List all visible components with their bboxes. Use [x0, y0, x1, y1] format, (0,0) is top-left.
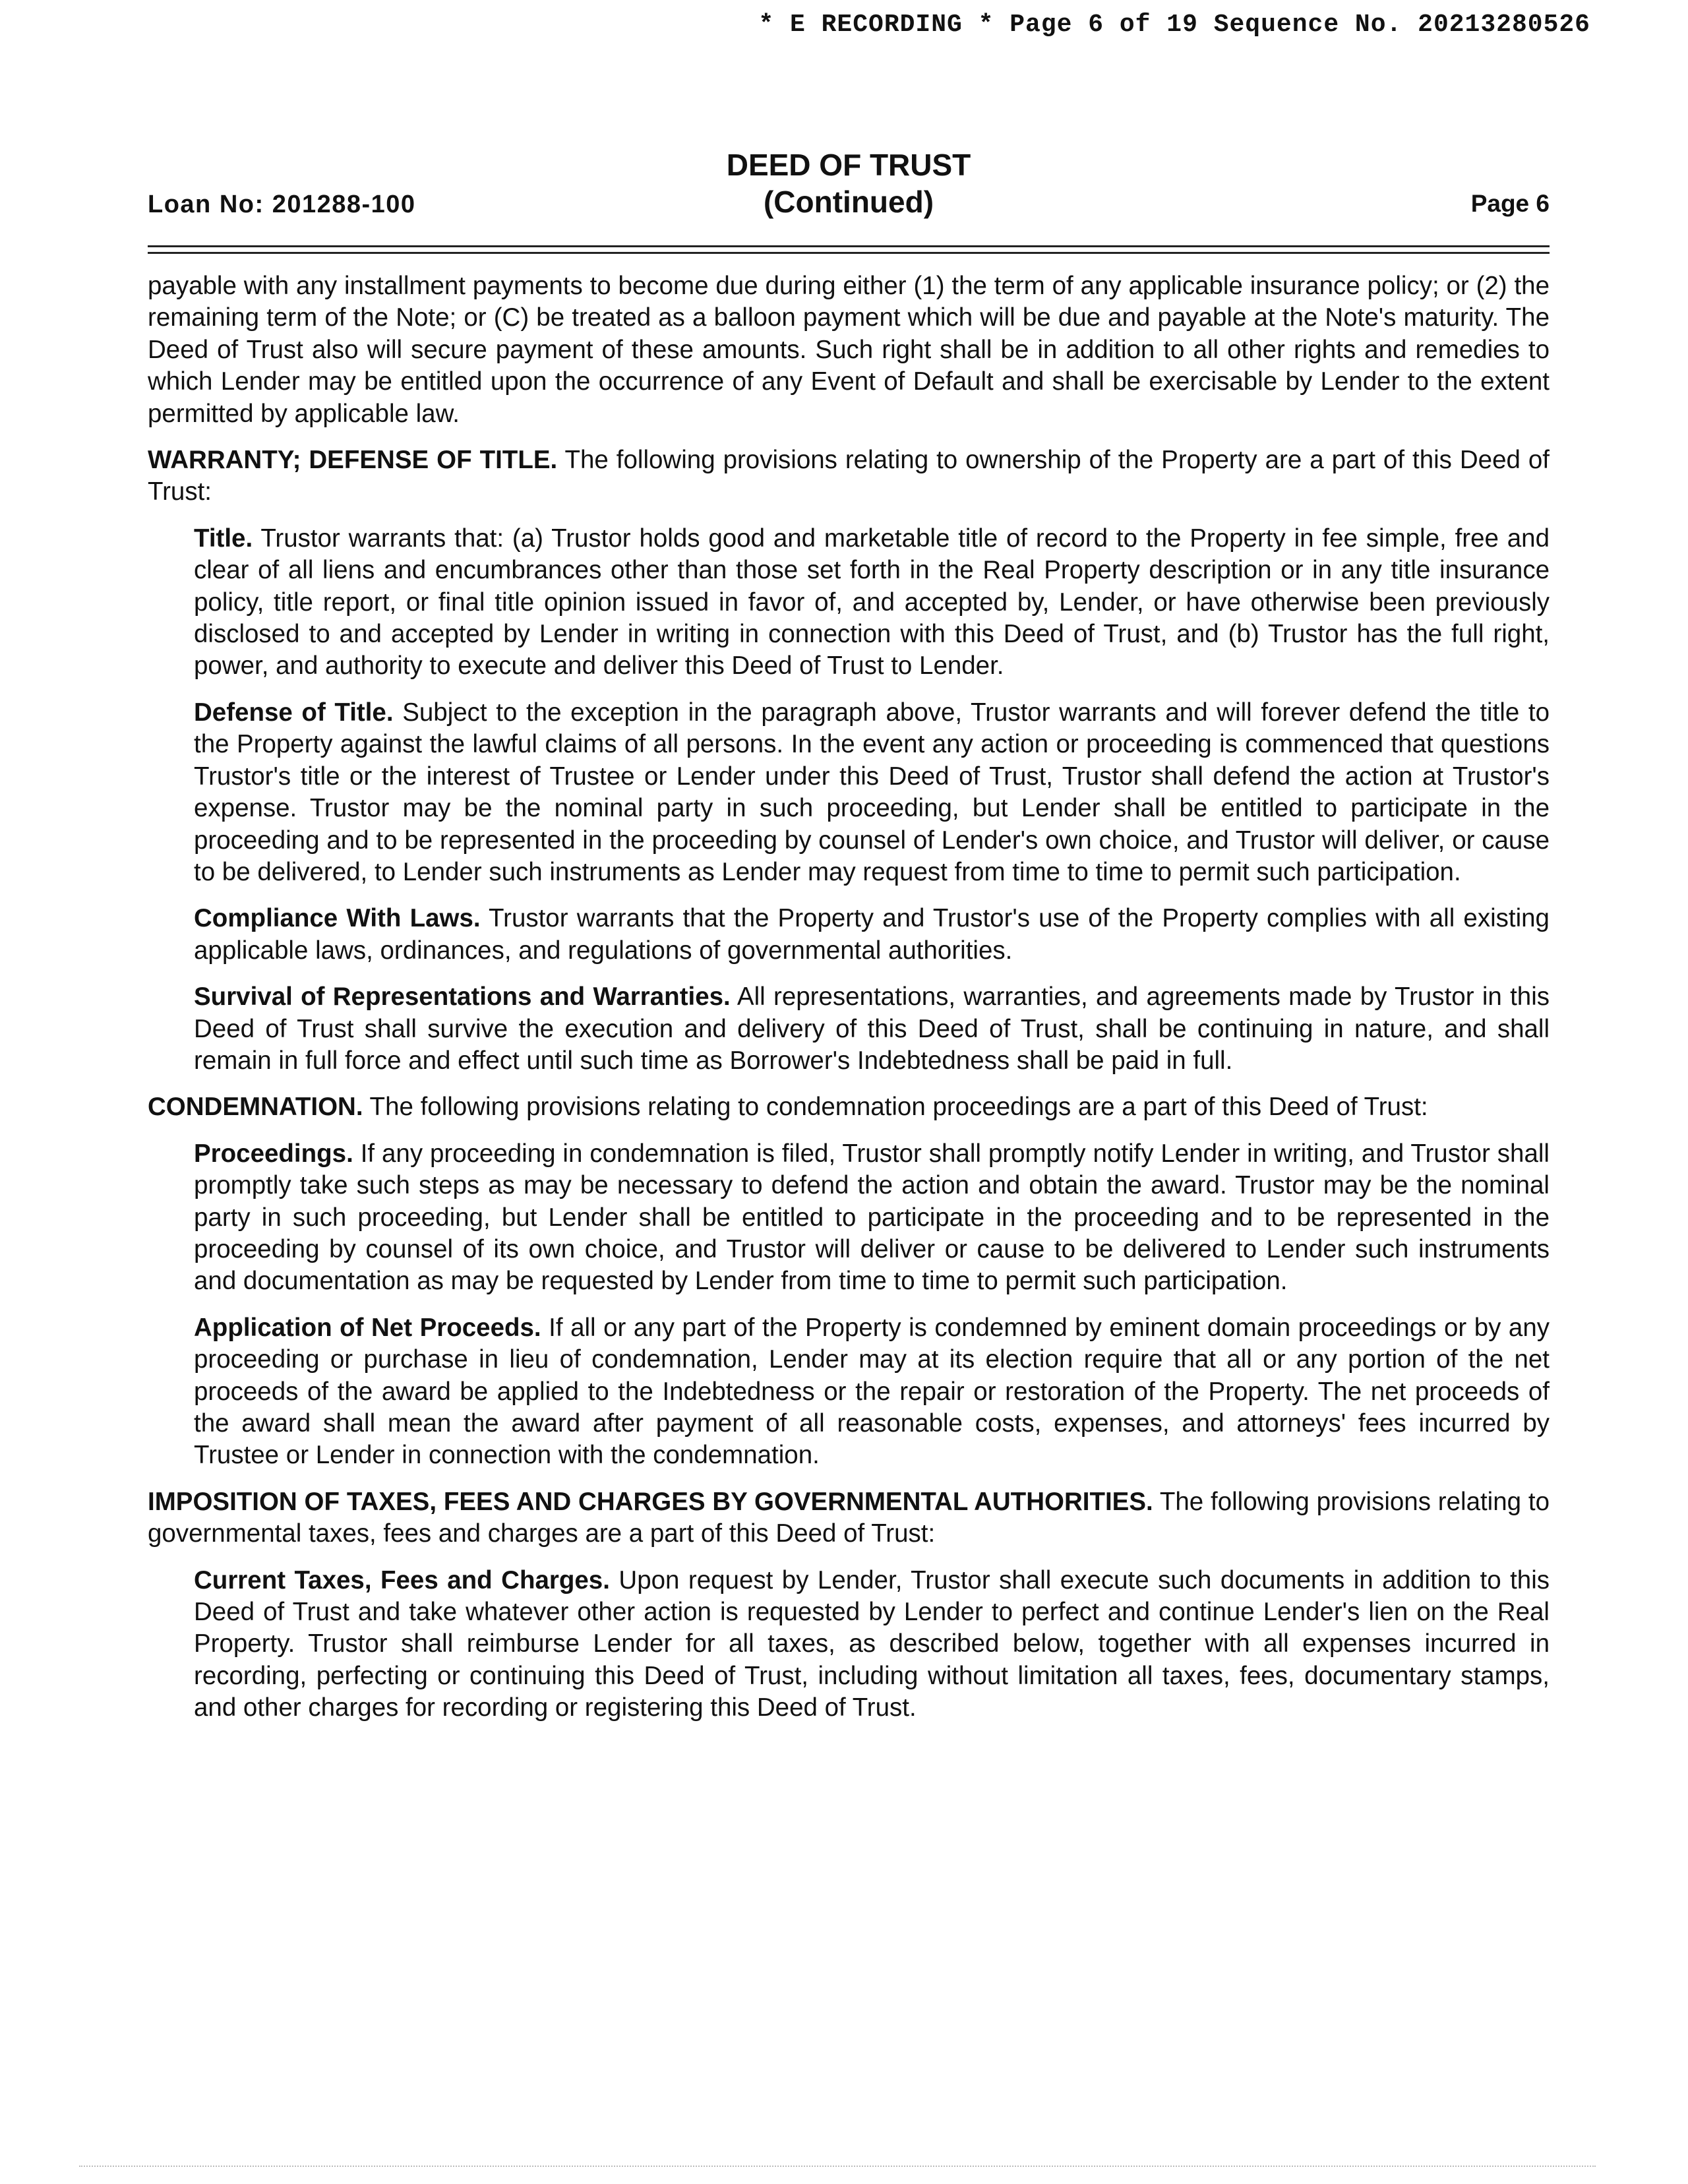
subsection-heading: Current Taxes, Fees and Charges. — [194, 1565, 610, 1594]
subsection-text: If any proceeding in condemnation is filed, Trustor shall promptly notify Lender in writing, and Trustor shall promptly take such steps as may be necessary to defend the action and obtain the award. Trustor may be the nominal party in such proceeding, but Lender shall be entitled to participate in the proceeding and to be represented in the proceeding by counsel of its own choice, and Trustor will deliver or cause to be delivered to Lender such instruments and documentation as may be requested by Lender from time to time to permit such participation. — [194, 1139, 1550, 1296]
section-taxes — [148, 1486, 1550, 1550]
subsection-text: Trustor warrants that: (a) Trustor holds good and marketable title of record to the Property in fee simple, free and clear of all liens and encumbrances other than those set forth in the Real Property description or in any title insurance policy, title report, or final title opinion issued in favor of, and accepted by, Lender, or have otherwise been previously disclosed to and accepted by Lender in writing in connection with this Deed of Trust, and (b) Trustor has the full right, power, and authority to execute and deliver this Deed of Trust to Lender. — [194, 524, 1550, 681]
header-rule-bottom — [148, 252, 1550, 254]
section-heading: CONDEMNATION. — [148, 1093, 363, 1122]
section-heading: IMPOSITION OF TAXES, FEES AND CHARGES BY GOVERNMENTAL AUTHORITIES. — [148, 1487, 1153, 1516]
subsection-compliance — [194, 903, 1550, 967]
subsection-title — [194, 523, 1550, 682]
subsection-survival — [194, 981, 1550, 1077]
subsection-heading: Application of Net Proceeds. — [194, 1313, 541, 1342]
subsection-proceedings — [194, 1138, 1550, 1298]
subsection-text: All representations, warranties, and agreements made by Trustor in this Deed of Trust shall survive the execution and delivery of this Deed of Trust, shall be continuing in nature, and shall remain in full force and effect until such time as Borrower's Indebtedness shall be paid in full. — [194, 983, 1550, 1075]
document-title — [148, 146, 1550, 220]
recording-stamp: * E RECORDING * Page 6 of 19 Sequence No. 20213280526 — [758, 11, 1590, 39]
subsection-heading: Defense of Title. — [194, 698, 394, 727]
title-main: DEED OF TRUST — [726, 148, 971, 182]
document-body — [148, 270, 1550, 1739]
section-text: The following provisions relating to ownership of the Property are a part of this Deed of Trust: — [148, 446, 1550, 506]
section-text: The following provisions relating to condemnation proceedings are a part of this Deed of Trust: — [369, 1093, 1428, 1122]
loan-number: Loan No: 201288-100 — [148, 191, 416, 218]
subsection-current-taxes — [194, 1565, 1550, 1724]
subsection-text: If all or any part of the Property is condemned by eminent domain proceedings or by any proceeding or purchase in lieu of condemnation, Lender may at its election require that all or any portion of the net proceeds of the award be applied to the Indebtedness or the repair or restoration of the Property. The net proceeds of the award shall mean the award after payment of all reasonable costs, expenses, and attorneys' fees incurred by Trustee or Lender in connection with the condemnation. — [194, 1313, 1550, 1470]
page-number: Page 6 — [1470, 190, 1550, 217]
section-heading: WARRANTY; DEFENSE OF TITLE. — [148, 446, 558, 475]
scan-artifact — [79, 2166, 1596, 2169]
subsection-net-proceeds — [194, 1312, 1550, 1472]
section-condemnation — [148, 1091, 1550, 1123]
subsection-heading: Survival of Representations and Warranties. — [194, 983, 731, 1012]
subsection-text: Trustor warrants that the Property and Trustor's use of the Property complies with all existing applicable laws, ordinances, and regulations of governmental authorities. — [194, 904, 1550, 965]
subsection-heading: Compliance With Laws. — [194, 904, 481, 933]
paragraph-insurance-continued — [148, 270, 1550, 430]
subsection-heading: Proceedings. — [194, 1139, 353, 1168]
section-text: The following provisions relating to governmental taxes, fees and charges are a part of this Deed of Trust: — [148, 1487, 1550, 1548]
paragraph-text: payable with any installment payments to become due during either (1) the term of any applicable insurance policy; or (2) the remaining term of the Note; or (C) be treated as a balloon payment which will be due and payable at the Note's maturity. The Deed of Trust also will secure payment of these amounts. Such right shall be in addition to all other rights and remedies to which Lender may be entitled upon the occurrence of any Event of Default and shall be exercisable by Lender to the extent permitted by applicable law. — [148, 272, 1550, 428]
document-header — [148, 146, 1550, 226]
header-rule-top — [148, 245, 1550, 247]
section-warranty — [148, 444, 1550, 508]
subsection-text: Subject to the exception in the paragraph above, Trustor warrants and will forever defend the title to the Property against the lawful claims of all persons. In the event any action or proceeding is commenced that questions Trustor's title or the interest of Trustee or Lender under this Deed of Trust, Trustor shall defend the action at Trustor's expense. Trustor may be the nominal party in such proceeding, but Lender shall be entitled to participate in the proceeding and to be represented in the proceeding by counsel of Lender's own choice, and Trustor will deliver, or cause to be delivered, to Lender such instruments as Lender may request from time to time to permit such participation. — [194, 698, 1550, 886]
subsection-defense-of-title — [194, 697, 1550, 888]
subsection-text: Upon request by Lender, Trustor shall execute such documents in addition to this Deed of Trust and take whatever other action is requested by Lender to perfect and continue Lender's lien on the Real Property. Trustor shall reimburse Lender for all taxes, as described below, together with all expenses incurred in recording, perfecting or continuing this Deed of Trust, including without limitation all taxes, fees, documentary stamps, and other charges for recording or registering this Deed of Trust. — [194, 1565, 1550, 1722]
title-continued: (Continued) — [763, 185, 934, 219]
subsection-heading: Title. — [194, 524, 253, 553]
